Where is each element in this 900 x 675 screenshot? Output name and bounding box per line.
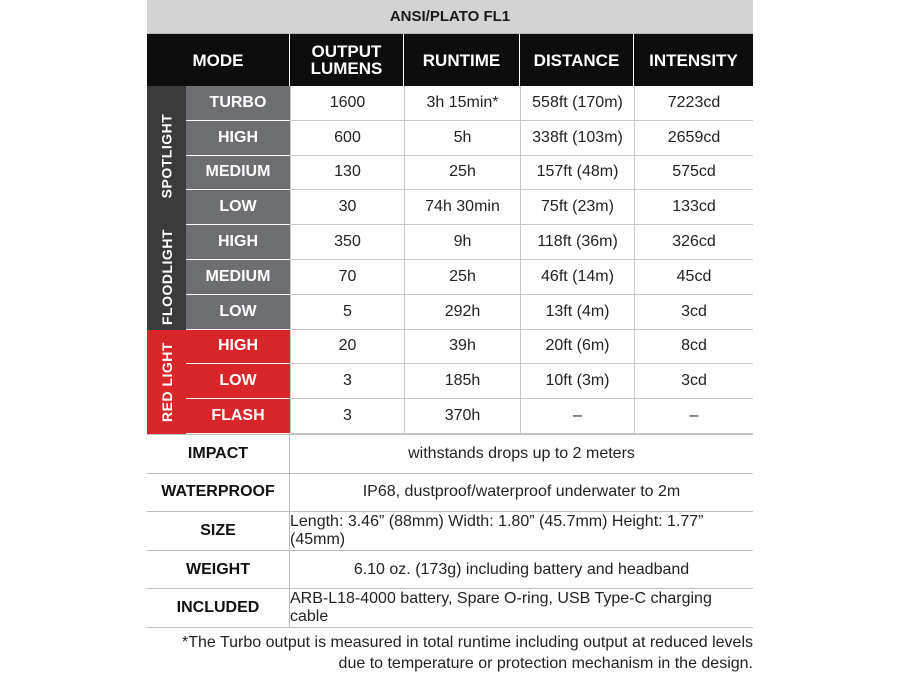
group-label — [147, 330, 186, 434]
cell-intensity: 326cd — [634, 225, 753, 259]
cell-output: 70 — [290, 260, 404, 294]
cell-distance: 558ft (170m) — [520, 86, 634, 120]
spec-row — [147, 589, 753, 628]
header-row — [147, 34, 753, 86]
cell-runtime: 185h — [404, 364, 520, 398]
cell-intensity: 575cd — [634, 156, 753, 190]
spec-table — [147, 0, 753, 628]
group-label-text: FLOODLIGHT — [158, 229, 175, 326]
cell-intensity: 45cd — [634, 260, 753, 294]
cell-runtime: 39h — [404, 330, 520, 364]
header-output — [290, 34, 404, 86]
cell-runtime: 292h — [404, 295, 520, 329]
cell-intensity: 2659cd — [634, 121, 753, 155]
cell-runtime: 74h 30min — [404, 190, 520, 224]
cell-distance: 118ft (36m) — [520, 225, 634, 259]
spec-label: INCLUDED — [147, 589, 290, 627]
mode-group — [147, 225, 753, 329]
mode-name: MEDIUM — [186, 260, 290, 295]
spec-label: WATERPROOF — [147, 474, 290, 512]
cell-output: 20 — [290, 330, 404, 364]
cell-runtime: 3h 15min* — [404, 86, 520, 120]
group-label — [147, 86, 186, 225]
table-row — [186, 156, 753, 191]
group-label — [147, 225, 186, 329]
table-row — [186, 330, 753, 365]
cell-runtime: 5h — [404, 121, 520, 155]
cell-output: 3 — [290, 364, 404, 398]
cell-distance: 338ft (103m) — [520, 121, 634, 155]
cell-output: 30 — [290, 190, 404, 224]
cell-intensity: 3cd — [634, 295, 753, 329]
cell-intensity: 133cd — [634, 190, 753, 224]
spec-value: IP68, dustproof/waterproof underwater to 2m — [362, 483, 681, 501]
mode-name: LOW — [186, 295, 290, 330]
mode-name: LOW — [186, 190, 290, 225]
spec-value: 6.10 oz. (173g) including battery and headband — [353, 560, 690, 578]
spec-row — [147, 474, 753, 513]
table-row — [186, 260, 753, 295]
footnote-line-2: due to temperature or protection mechanism in the design. — [338, 655, 753, 672]
spec-value: withstands drops up to 2 meters — [408, 444, 635, 462]
mode-group — [147, 86, 753, 225]
table-row — [186, 121, 753, 156]
cell-distance: 20ft (6m) — [520, 330, 634, 364]
table-row — [186, 225, 753, 260]
spec-row — [147, 512, 753, 551]
table-row — [186, 364, 753, 399]
header-mode: MODE — [147, 34, 290, 86]
cell-output: 1600 — [290, 86, 404, 120]
header-intensity: INTENSITY — [649, 50, 738, 70]
cell-distance: 157ft (48m) — [520, 156, 634, 190]
table-row — [186, 399, 753, 434]
group-label-text: RED LIGHT — [158, 341, 175, 422]
cell-output: 600 — [290, 121, 404, 155]
cell-intensity: 3cd — [634, 364, 753, 398]
cell-output: 130 — [290, 156, 404, 190]
cell-distance: – — [520, 399, 634, 433]
header-output-label: OUTPUT LUMENS — [310, 42, 383, 78]
cell-intensity: 8cd — [634, 330, 753, 364]
spec-value: Length: 3.46” (88mm) Width: 1.80” (45.7mm) Height: 1.77” (45mm) — [290, 512, 704, 548]
cell-runtime: 9h — [404, 225, 520, 259]
spec-value: ARB-L18-4000 battery, Spare O-ring, USB Type-C charging cable — [290, 590, 712, 626]
table-row — [186, 86, 753, 121]
cell-intensity: – — [634, 399, 753, 433]
cell-output: 5 — [290, 295, 404, 329]
mode-name: TURBO — [186, 86, 290, 121]
spec-list — [147, 434, 753, 628]
mode-name: HIGH — [186, 225, 290, 260]
footnote-line-1: *The Turbo output is measured in total runtime including output at reduced levels — [182, 634, 753, 651]
cell-intensity: 7223cd — [634, 86, 753, 120]
spec-label: SIZE — [147, 512, 290, 550]
spec-row — [147, 435, 753, 474]
cell-distance: 13ft (4m) — [520, 295, 634, 329]
mode-name: FLASH — [186, 399, 290, 434]
cell-distance: 75ft (23m) — [520, 190, 634, 224]
cell-runtime: 370h — [404, 399, 520, 433]
cell-runtime: 25h — [404, 156, 520, 190]
mode-name: LOW — [186, 364, 290, 399]
cell-runtime: 25h — [404, 260, 520, 294]
group-label-text: SPOTLIGHT — [158, 113, 175, 198]
mode-name: MEDIUM — [186, 156, 290, 191]
table-row — [186, 190, 753, 225]
mode-groups — [147, 86, 753, 434]
table-row — [186, 295, 753, 330]
footnote — [182, 632, 753, 674]
header-distance: DISTANCE — [520, 34, 634, 86]
mode-name: HIGH — [186, 121, 290, 156]
cell-output: 3 — [290, 399, 404, 433]
cell-distance: 10ft (3m) — [520, 364, 634, 398]
mode-group — [147, 330, 753, 434]
cell-distance: 46ft (14m) — [520, 260, 634, 294]
spec-label: IMPACT — [147, 435, 290, 473]
mode-name: HIGH — [186, 330, 290, 365]
cell-output: 350 — [290, 225, 404, 259]
header-runtime: RUNTIME — [404, 34, 520, 86]
spec-label: WEIGHT — [147, 551, 290, 589]
table-title: ANSI/PLATO FL1 — [147, 0, 753, 34]
spec-row — [147, 551, 753, 590]
